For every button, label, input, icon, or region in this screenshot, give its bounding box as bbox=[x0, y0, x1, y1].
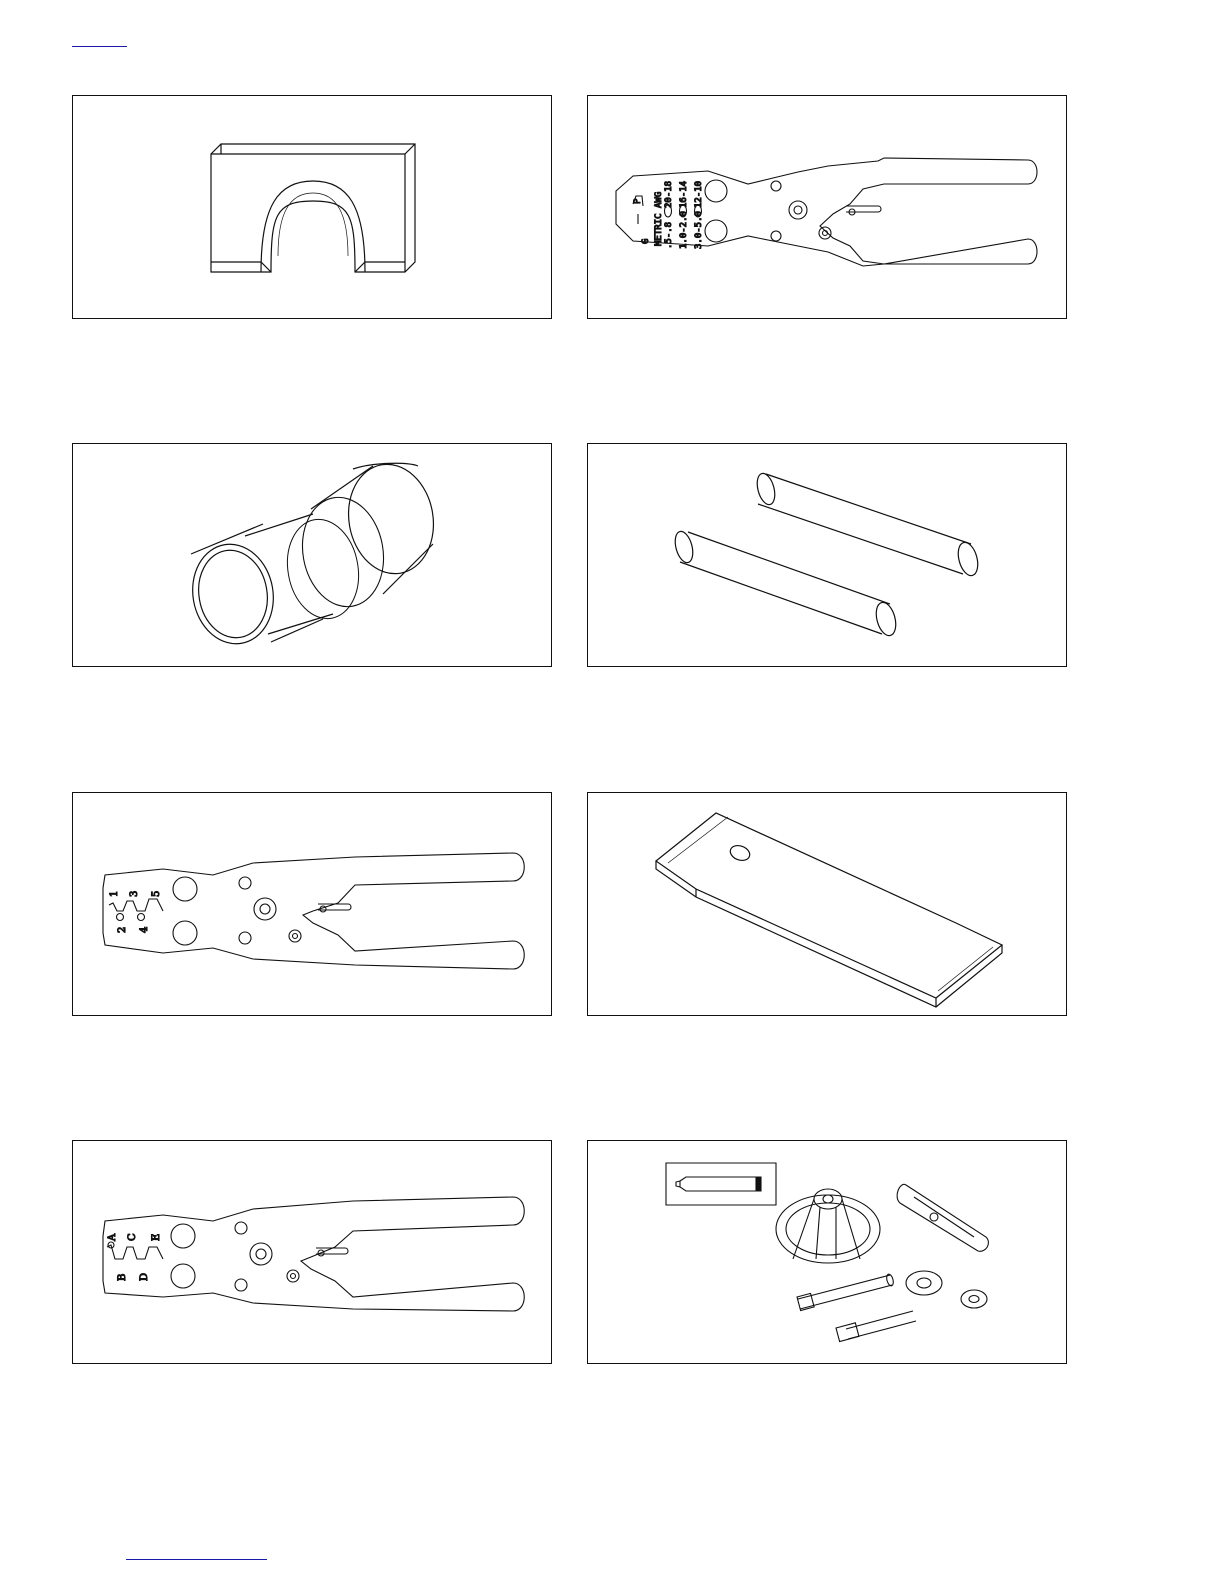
crimper-label-metric-1: .5-.8 bbox=[664, 221, 674, 249]
crimper-slot-label-2: 2 bbox=[117, 926, 128, 933]
tool-image-block bbox=[72, 95, 552, 319]
crimper-slot-label-1: 1 bbox=[109, 890, 120, 897]
crimper-slot-label-4: 4 bbox=[139, 926, 150, 933]
crimper-label-awg: AWG bbox=[654, 191, 664, 208]
tool-image-flat-bar bbox=[587, 792, 1067, 1016]
two-rods-illustration bbox=[588, 444, 1068, 668]
tool-image-wire-crimper bbox=[587, 95, 1067, 319]
flat-bar-illustration bbox=[588, 793, 1068, 1017]
crimper-slot-label-c: C bbox=[127, 1233, 138, 1241]
crimper-label-metric-2: 1.0-2.0 bbox=[679, 211, 689, 249]
crimper-label-g: G bbox=[641, 238, 651, 244]
tool-image-cylinder-sleeve bbox=[72, 443, 552, 667]
tool-image-two-rods bbox=[587, 443, 1067, 667]
crimper-slot-label-3: 3 bbox=[129, 890, 140, 897]
bottom-page-link[interactable] bbox=[126, 1545, 267, 1560]
wire-crimper-illustration bbox=[588, 96, 1068, 320]
crimper-label-awg-3: 12-10 bbox=[694, 180, 704, 208]
crimper-slot-label-b: B bbox=[117, 1273, 128, 1281]
block-illustration bbox=[73, 96, 553, 320]
top-page-link[interactable] bbox=[72, 30, 127, 47]
cylinder-sleeve-illustration bbox=[73, 444, 553, 668]
tool-image-crimper-lettered bbox=[72, 1140, 552, 1364]
crimper-slot-label-d: D bbox=[139, 1272, 150, 1281]
grease-tube-icon bbox=[680, 1177, 760, 1191]
puller-kit-illustration bbox=[588, 1141, 1068, 1365]
crimper-numbered-illustration bbox=[73, 793, 553, 1017]
crimper-slot-label-e: E bbox=[151, 1233, 162, 1241]
crimper-lettered-illustration bbox=[73, 1141, 553, 1365]
crimper-slot-label-a: A bbox=[107, 1233, 118, 1241]
crimper-label-metric-3: 3.0-5.0 bbox=[694, 211, 704, 249]
tool-image-puller-kit bbox=[587, 1140, 1067, 1364]
tool-image-crimper-numbered bbox=[72, 792, 552, 1016]
crimper-slot-label-5: 5 bbox=[151, 890, 162, 897]
crimper-label-metric: METRIC bbox=[654, 213, 664, 246]
crimper-label-p: P bbox=[633, 198, 643, 204]
crimper-label-awg-1: 20-18 bbox=[664, 180, 674, 208]
crimper-label-awg-2: 16-14 bbox=[679, 180, 689, 208]
